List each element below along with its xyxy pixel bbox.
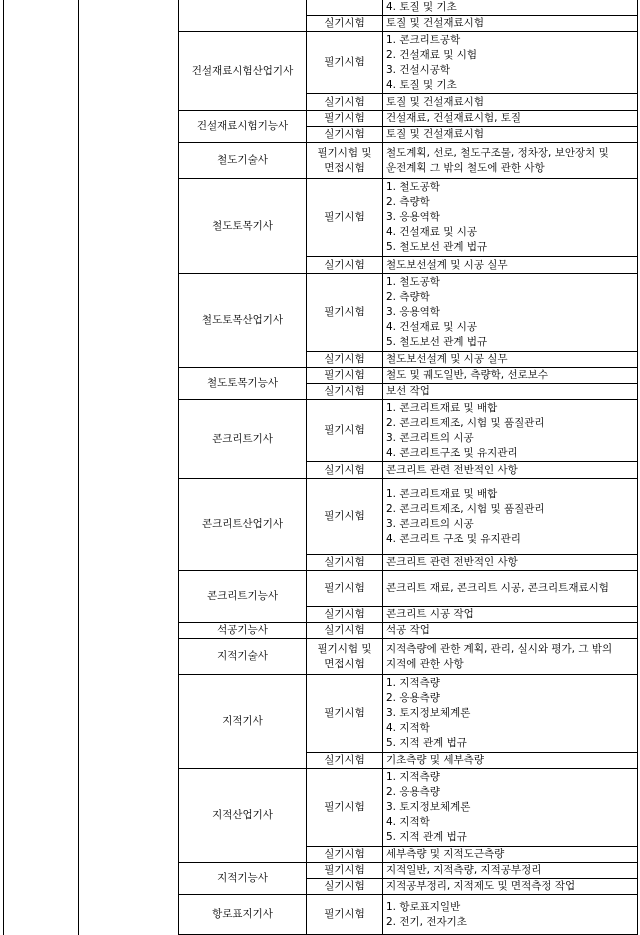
subject-line: 1. 지적측량 bbox=[386, 771, 440, 783]
cert-name: 철도토목기능사 bbox=[206, 377, 278, 389]
subject-line: 3. 건설시공학 bbox=[386, 63, 451, 76]
exam-type-cell bbox=[307, 607, 383, 623]
exam-type: 필기시험 bbox=[324, 582, 365, 594]
exam-type: 필기시험 bbox=[324, 211, 365, 223]
subject-line: 토질 및 건설재료시험 bbox=[386, 95, 484, 108]
subject-line: 철도 및 궤도일반, 측량학, 선로보수 bbox=[386, 369, 549, 381]
subject-line: 2. 콘크리트제조, 시험 및 품질관리 bbox=[386, 416, 545, 429]
subject-line: 토질 및 건설재료시험 bbox=[386, 128, 484, 140]
exam-type: 필기시험 bbox=[324, 306, 365, 318]
exam-type-cell bbox=[307, 863, 383, 879]
subject-cell bbox=[383, 571, 638, 607]
subject-line: 5. 지적 관계 법규 bbox=[386, 831, 467, 843]
cert-name: 항로표지기사 bbox=[212, 908, 273, 920]
cert-name-cell bbox=[179, 623, 307, 639]
cert-name: 콘크리트기사 bbox=[212, 432, 273, 445]
subject-line: 4. 콘크리트 구조 및 유지관리 bbox=[386, 532, 521, 545]
subject-line: 4. 토질 및 기초 bbox=[386, 78, 457, 91]
cert-name-cell bbox=[179, 0, 307, 32]
exam-type-cell bbox=[307, 368, 383, 384]
exam-type: 필기시험 bbox=[324, 369, 365, 381]
subject-line: 3. 토지정보체계론 bbox=[386, 707, 471, 719]
subject-cell bbox=[383, 847, 638, 863]
cert-name: 철도토목산업기사 bbox=[201, 314, 284, 326]
exam-type-cell bbox=[307, 879, 383, 895]
subject-line: 토질 및 건설재료시험 bbox=[386, 17, 484, 29]
subject-line: 3. 응용역학 bbox=[386, 211, 440, 223]
subject-line: 콘크리트 재료, 콘크리트 시공, 콘크리트재료시험 bbox=[386, 582, 609, 594]
exam-type-cell bbox=[307, 675, 383, 753]
subject-line: 철도보선설계 및 시공 실무 bbox=[386, 353, 508, 365]
subject-line: 3. 응용역학 bbox=[386, 306, 440, 318]
subject-line: 5. 철도보선 관계 법규 bbox=[386, 336, 488, 348]
exam-type-cell bbox=[307, 111, 383, 127]
exam-type-cell bbox=[307, 769, 383, 847]
subject-cell bbox=[383, 400, 638, 462]
subject-line: 4. 건설재료 및 시공 bbox=[386, 321, 478, 333]
subject-line: 1. 철도공학 bbox=[386, 276, 440, 288]
subject-line: 4. 지적학 bbox=[386, 722, 430, 734]
cert-name-cell bbox=[179, 179, 307, 274]
cert-name: 지적기능사 bbox=[217, 872, 268, 884]
exam-type-cell bbox=[307, 623, 383, 639]
cert-name-cell bbox=[179, 571, 307, 623]
exam-type: 실기시험 bbox=[324, 556, 365, 568]
cert-name: 철도토목기사 bbox=[212, 219, 273, 232]
exam-type: 실기시험 bbox=[324, 754, 365, 766]
subject-line: 2. 전기, 전자기초 bbox=[386, 915, 467, 928]
subject-line: 2. 콘크리트제조, 시험 및 품질관리 bbox=[386, 502, 545, 515]
subject-line: 2. 측량학 bbox=[386, 196, 430, 208]
category-column bbox=[4, 0, 79, 935]
exam-type: 필기시험 bbox=[324, 112, 365, 124]
exam-type-cell bbox=[307, 143, 383, 179]
cert-name: 석공기능사 bbox=[217, 624, 268, 636]
subject-cell bbox=[383, 607, 638, 623]
cert-name: 지적기술사 bbox=[217, 650, 268, 662]
subject-cell bbox=[383, 111, 638, 127]
exam-type: 실기시험 bbox=[324, 848, 365, 860]
exam-type-cell bbox=[307, 847, 383, 863]
exam-type: 실기시험 bbox=[324, 608, 365, 620]
subject-cell bbox=[383, 179, 638, 257]
cert-name-cell bbox=[179, 769, 307, 863]
cert-name: 콘크리트산업기사 bbox=[201, 518, 284, 530]
exam-type: 필기시험 bbox=[324, 908, 365, 920]
subject-cell bbox=[383, 127, 638, 143]
cert-name: 건설재료시험산업기사 bbox=[191, 64, 294, 77]
exam-type: 실기시험 bbox=[324, 128, 365, 140]
subject-line: 3. 토지정보체계론 bbox=[386, 801, 471, 813]
subject-line: 지적일반, 지적측량, 지적공부정리 bbox=[386, 864, 542, 876]
subject-line: 3. 콘크리트의 시공 bbox=[386, 517, 474, 530]
subject-line: 2. 응용측량 bbox=[386, 786, 440, 798]
subject-cell bbox=[383, 879, 638, 895]
subject-line: 5. 지적 관계 법규 bbox=[386, 737, 467, 749]
cert-name-cell bbox=[179, 400, 307, 479]
subject-line: 철도계획, 선로, 철도구조물, 정차장, 보안장치 및 운전계획 그 밖의 철도에 관한 사항 bbox=[386, 146, 609, 174]
subject-line: 지적측량에 관한 계획, 관리, 실시와 평가, 그 밖의 지적에 관한 사항 bbox=[386, 642, 613, 670]
exam-type-cell bbox=[307, 94, 383, 111]
cert-name-cell bbox=[179, 368, 307, 400]
exam-type-cell bbox=[307, 127, 383, 143]
subject-cell bbox=[383, 352, 638, 368]
subject-cell bbox=[383, 368, 638, 384]
exam-type: 필기시험 bbox=[324, 864, 365, 876]
subject-cell bbox=[383, 623, 638, 639]
cert-name-cell bbox=[179, 639, 307, 675]
subject-line: 4. 건설재료 및 시공 bbox=[386, 226, 478, 238]
cert-name-cell bbox=[179, 274, 307, 368]
exam-type: 실기시험 bbox=[324, 385, 365, 397]
exam-type-cell bbox=[307, 384, 383, 400]
subject-cell bbox=[383, 895, 638, 935]
subject-cell bbox=[383, 32, 638, 94]
subject-cell bbox=[383, 769, 638, 847]
subject-cell bbox=[383, 753, 638, 769]
qualification-table bbox=[3, 0, 638, 935]
subject-line: 석공 작업 bbox=[386, 624, 430, 636]
subject-line: 1. 지적측량 bbox=[386, 677, 440, 689]
subject-cell bbox=[383, 462, 638, 479]
exam-type: 실기시험 bbox=[324, 624, 365, 636]
exam-type: 필기시험 bbox=[324, 424, 365, 436]
subcategory-column bbox=[79, 0, 179, 935]
exam-type: 실기시험 bbox=[324, 258, 365, 271]
subject-line: 철도보선설계 및 시공 실무 bbox=[386, 258, 508, 271]
subject-line: 1. 콘크리트재료 및 배합 bbox=[386, 487, 498, 500]
subject-cell bbox=[383, 257, 638, 274]
subject-cell bbox=[383, 0, 638, 16]
exam-type-cell bbox=[307, 274, 383, 352]
subject-cell bbox=[383, 555, 638, 571]
exam-type: 필기시험 bbox=[324, 707, 365, 719]
exam-type-cell bbox=[307, 16, 383, 32]
exam-type-cell bbox=[307, 479, 383, 555]
subject-line: 세부측량 및 지적도근측량 bbox=[386, 848, 505, 860]
subject-cell bbox=[383, 863, 638, 879]
subject-cell bbox=[383, 94, 638, 111]
subject-line: 1. 콘크리트공학 bbox=[386, 33, 461, 46]
cert-name: 지적기사 bbox=[222, 715, 263, 727]
subject-line: 콘크리트 관련 전반적인 사항 bbox=[386, 463, 518, 476]
subject-line: 2. 측량학 bbox=[386, 291, 430, 303]
subject-line: 1. 콘크리트재료 및 배합 bbox=[386, 401, 498, 414]
exam-type-cell bbox=[307, 895, 383, 935]
exam-type-cell bbox=[307, 555, 383, 571]
subject-line: 4. 토질 및 기초 bbox=[386, 1, 457, 13]
subject-cell bbox=[383, 274, 638, 352]
subject-line: 2. 응용측량 bbox=[386, 692, 440, 704]
subject-line: 기초측량 및 세부측량 bbox=[386, 754, 484, 766]
exam-type: 필기시험 bbox=[324, 56, 365, 68]
exam-type-cell bbox=[307, 257, 383, 274]
exam-type: 실기시험 bbox=[324, 353, 365, 365]
subject-line: 콘크리트 시공 작업 bbox=[386, 608, 474, 620]
cert-name-cell bbox=[179, 111, 307, 143]
table-row bbox=[4, 0, 638, 16]
exam-type-cell bbox=[307, 462, 383, 479]
exam-type-cell bbox=[307, 0, 383, 16]
subject-cell bbox=[383, 479, 638, 555]
cert-name-cell bbox=[179, 675, 307, 769]
exam-type-cell bbox=[307, 400, 383, 462]
exam-type-cell bbox=[307, 639, 383, 675]
exam-type: 실기시험 bbox=[324, 95, 365, 108]
subject-line: 건설재료, 건설재료시험, 토질 bbox=[386, 112, 522, 124]
subject-line: 5. 철도보선 관계 법규 bbox=[386, 241, 488, 253]
cert-name-cell bbox=[179, 32, 307, 111]
subject-cell bbox=[383, 384, 638, 400]
exam-type: 실기시험 bbox=[324, 17, 365, 29]
subject-line: 2. 건설재료 및 시험 bbox=[386, 48, 478, 61]
qualification-table-body bbox=[4, 0, 638, 935]
exam-type-cell bbox=[307, 179, 383, 257]
exam-type-cell bbox=[307, 571, 383, 607]
subject-line: 4. 콘크리트구조 및 유지관리 bbox=[386, 446, 518, 459]
exam-type: 실기시험 bbox=[324, 463, 365, 476]
exam-type: 실기시험 bbox=[324, 880, 365, 892]
subject-line: 콘크리트 관련 전반적인 사항 bbox=[386, 556, 518, 568]
cert-name-cell bbox=[179, 143, 307, 179]
exam-type-cell bbox=[307, 753, 383, 769]
exam-type-cell bbox=[307, 352, 383, 368]
subject-line: 4. 지적학 bbox=[386, 816, 430, 828]
subject-line: 1. 철도공학 bbox=[386, 181, 440, 193]
cert-name-cell bbox=[179, 479, 307, 571]
subject-line: 1. 항로표지일반 bbox=[386, 900, 461, 913]
subject-line: 보선 작업 bbox=[386, 385, 430, 397]
subject-cell bbox=[383, 675, 638, 753]
cert-name: 콘크리트기능사 bbox=[206, 590, 278, 602]
exam-type-cell bbox=[307, 32, 383, 94]
exam-type: 필기시험 및 면접시험 bbox=[317, 642, 372, 670]
cert-name: 철도기술사 bbox=[217, 154, 268, 166]
exam-type: 필기시험 및 면접시험 bbox=[317, 146, 372, 174]
subject-line: 3. 콘크리트의 시공 bbox=[386, 431, 474, 444]
exam-type: 필기시험 bbox=[324, 801, 365, 813]
subject-cell bbox=[383, 16, 638, 32]
exam-type: 필기시험 bbox=[324, 510, 365, 522]
subject-cell bbox=[383, 639, 638, 675]
cert-name-cell bbox=[179, 895, 307, 935]
cert-name: 건설재료시험기능사 bbox=[196, 120, 289, 132]
subject-line: 지적공부정리, 지적제도 및 면적측정 작업 bbox=[386, 880, 576, 892]
cert-name-cell bbox=[179, 863, 307, 895]
subject-cell bbox=[383, 143, 638, 179]
cert-name: 지적산업기사 bbox=[212, 809, 273, 821]
